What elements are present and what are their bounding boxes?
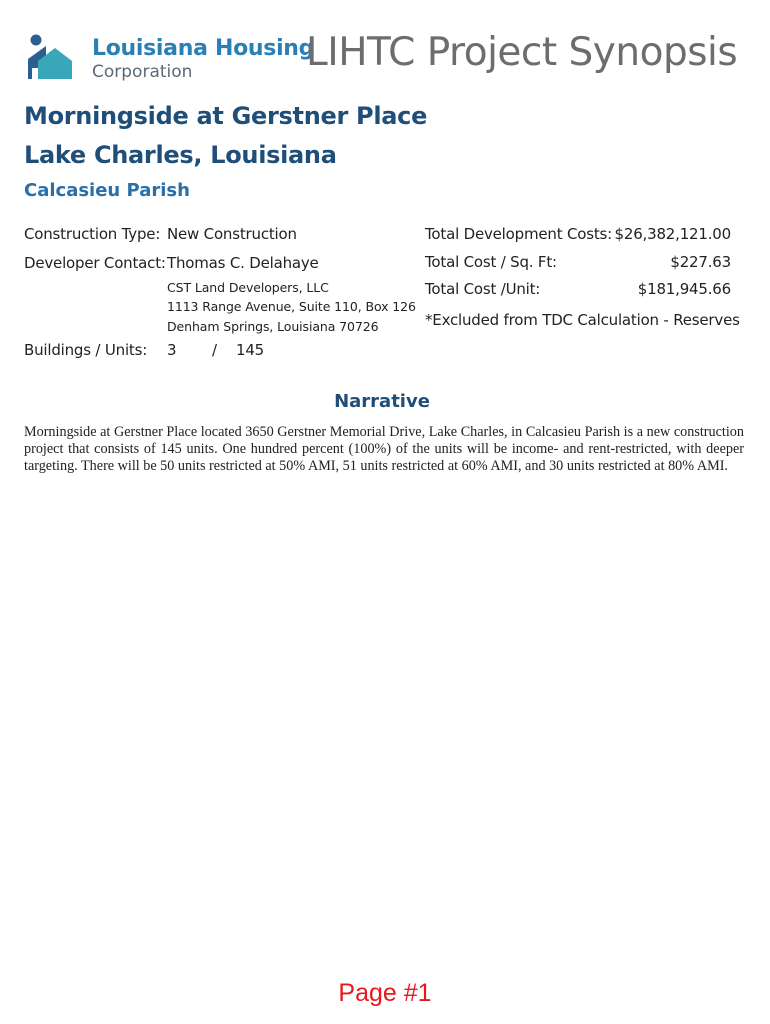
developer-contact-value: Thomas C. Delahaye [167, 254, 319, 272]
cost-per-unit-value: $181,945.66 [637, 280, 731, 298]
page-number: Page #1 [338, 979, 432, 1007]
construction-type-label: Construction Type: [24, 225, 161, 243]
cost-per-sqft-label: Total Cost / Sq. Ft: [425, 253, 557, 271]
house-person-logo-icon [24, 33, 80, 87]
buildings-units-separator: / [212, 341, 217, 359]
developer-address-line1: 1113 Range Avenue, Suite 110, Box 126 [167, 299, 416, 314]
developer-company: CST Land Developers, LLC [167, 280, 329, 295]
project-city: Lake Charles, Louisiana [24, 141, 337, 169]
tdc-value: $26,382,121.00 [614, 225, 731, 243]
units-count: 145 [236, 341, 265, 359]
narrative-heading: Narrative [334, 391, 430, 412]
buildings-units-label: Buildings / Units: [24, 341, 148, 359]
developer-address-line2: Denham Springs, Louisiana 70726 [167, 319, 379, 334]
buildings-count: 3 [167, 341, 177, 359]
cost-per-sqft-value: $227.63 [670, 253, 731, 271]
project-name: Morningside at Gerstner Place [24, 102, 428, 130]
document-title: LIHTC Project Synopsis [306, 30, 738, 75]
project-parish: Calcasieu Parish [24, 180, 190, 201]
cost-per-unit-label: Total Cost /Unit: [425, 280, 541, 298]
logo-text-line1: Louisiana Housing [92, 36, 315, 61]
developer-contact-label: Developer Contact: [24, 254, 166, 272]
construction-type-value: New Construction [167, 225, 297, 243]
logo-text-line2: Corporation [92, 62, 193, 82]
tdc-label: Total Development Costs: [425, 225, 612, 243]
reserves-note: *Excluded from TDC Calculation - Reserves [425, 311, 740, 329]
narrative-body: Morningside at Gerstner Place located 3650 Gerstner Memorial Drive, Lake Charles, in Calcasieu Parish is a new construction project that consists of 145 units. One hundred percent (100%) of the units will be income- and rent-restricted, with deeper targeting. There will be 50 units restricted at 50% AMI, 51 units restricted at 60% AMI, and 30 units restricted at 80% AMI. [24, 424, 744, 474]
